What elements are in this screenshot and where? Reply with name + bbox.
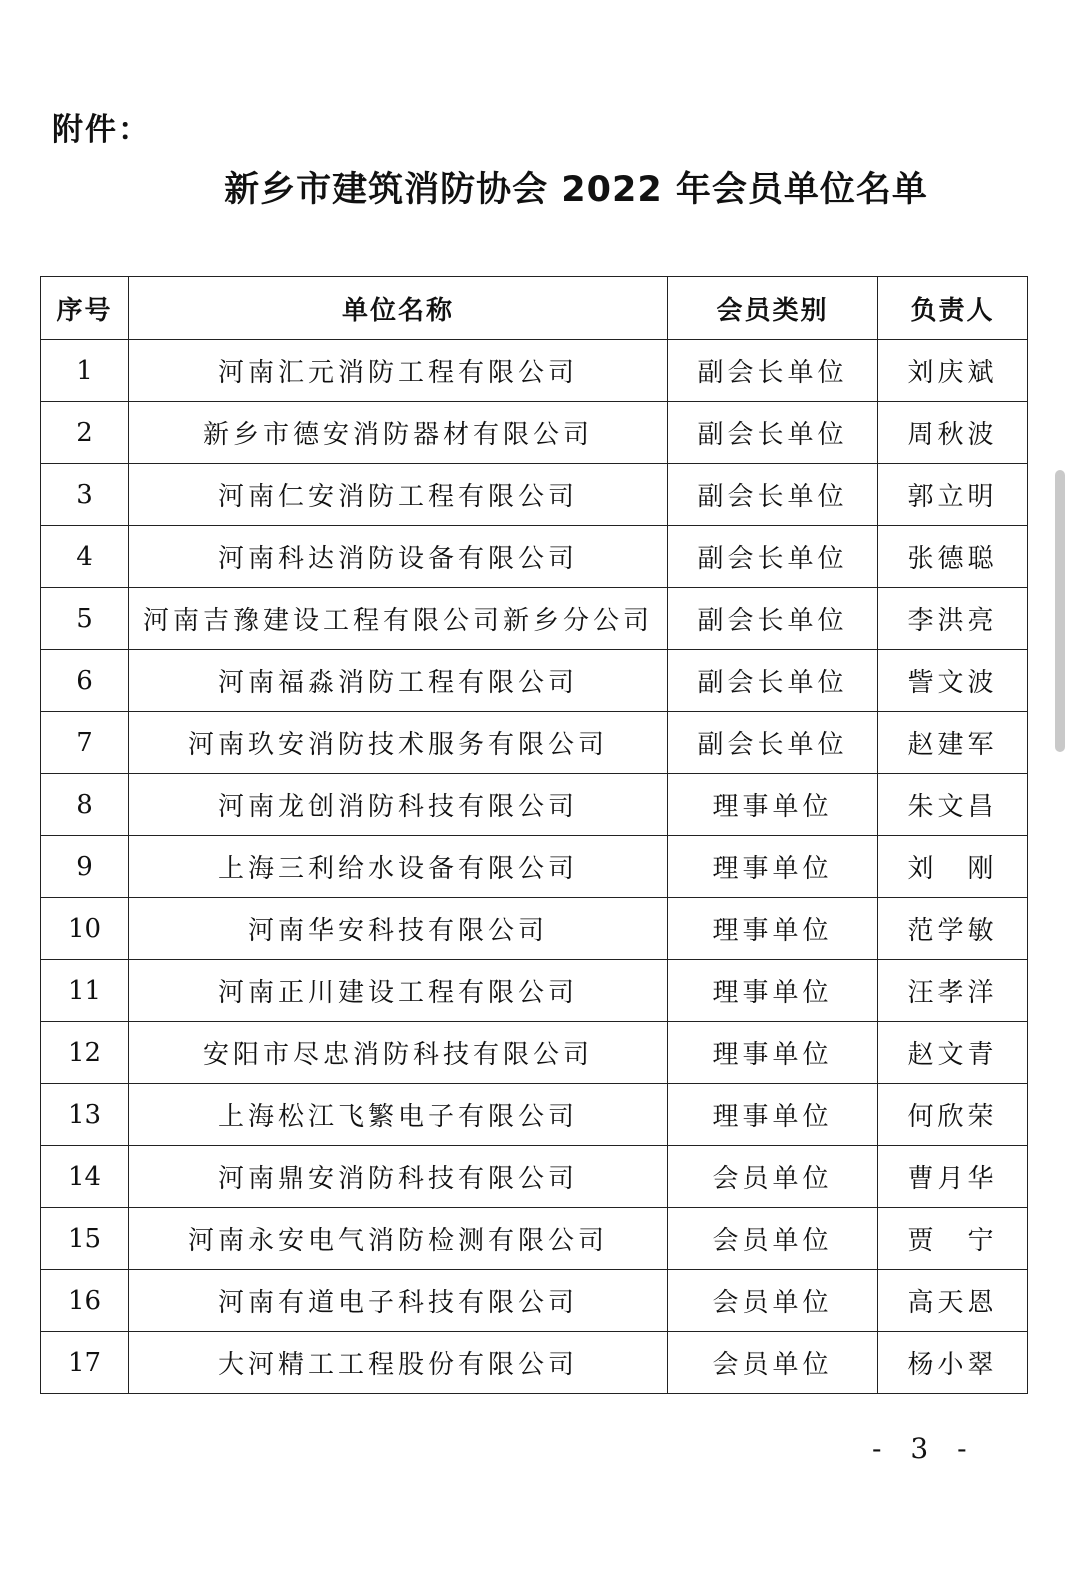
cell-unit-name: 安阳市尽忠消防科技有限公司	[129, 1022, 668, 1084]
cell-person-in-charge: 贾 宁	[878, 1208, 1028, 1270]
cell-person-in-charge: 何欣荣	[878, 1084, 1028, 1146]
page-number: - 3 -	[872, 1432, 977, 1465]
table-row	[41, 650, 1028, 712]
table-row	[41, 1270, 1028, 1332]
cell-member-category: 会员单位	[668, 1146, 878, 1208]
cell-unit-name: 河南正川建设工程有限公司	[129, 960, 668, 1022]
cell-seq: 12	[41, 1022, 129, 1084]
cell-seq: 10	[41, 898, 129, 960]
table-row	[41, 774, 1028, 836]
cell-person-in-charge: 訾文波	[878, 650, 1028, 712]
table-body	[41, 340, 1028, 1394]
cell-member-category: 副会长单位	[668, 340, 878, 402]
cell-person-in-charge: 范学敏	[878, 898, 1028, 960]
cell-seq: 5	[41, 588, 129, 650]
cell-person-in-charge: 朱文昌	[878, 774, 1028, 836]
cell-member-category: 理事单位	[668, 836, 878, 898]
cell-member-category: 理事单位	[668, 1022, 878, 1084]
cell-unit-name: 河南有道电子科技有限公司	[129, 1270, 668, 1332]
member-table	[40, 276, 1028, 1394]
cell-unit-name: 上海三利给水设备有限公司	[129, 836, 668, 898]
cell-person-in-charge: 汪孝洋	[878, 960, 1028, 1022]
cell-unit-name: 河南科达消防设备有限公司	[129, 526, 668, 588]
cell-unit-name: 河南龙创消防科技有限公司	[129, 774, 668, 836]
header-member-category: 会员类别	[668, 277, 878, 340]
header-person-in-charge: 负责人	[878, 277, 1028, 340]
cell-unit-name: 新乡市德安消防器材有限公司	[129, 402, 668, 464]
cell-person-in-charge: 高天恩	[878, 1270, 1028, 1332]
cell-seq: 6	[41, 650, 129, 712]
cell-seq: 14	[41, 1146, 129, 1208]
cell-person-in-charge: 郭立明	[878, 464, 1028, 526]
cell-member-category: 副会长单位	[668, 526, 878, 588]
cell-member-category: 副会长单位	[668, 402, 878, 464]
cell-unit-name: 大河精工工程股份有限公司	[129, 1332, 668, 1394]
cell-person-in-charge: 刘庆斌	[878, 340, 1028, 402]
cell-member-category: 副会长单位	[668, 712, 878, 774]
table-row	[41, 960, 1028, 1022]
cell-seq: 13	[41, 1084, 129, 1146]
cell-seq: 8	[41, 774, 129, 836]
cell-seq: 9	[41, 836, 129, 898]
cell-person-in-charge: 周秋波	[878, 402, 1028, 464]
cell-seq: 3	[41, 464, 129, 526]
cell-seq: 15	[41, 1208, 129, 1270]
table-row	[41, 836, 1028, 898]
cell-member-category: 副会长单位	[668, 588, 878, 650]
cell-person-in-charge: 杨小翠	[878, 1332, 1028, 1394]
table-row	[41, 588, 1028, 650]
table-row	[41, 464, 1028, 526]
cell-person-in-charge: 张德聪	[878, 526, 1028, 588]
cell-person-in-charge: 曹月华	[878, 1146, 1028, 1208]
table-row	[41, 340, 1028, 402]
cell-member-category: 理事单位	[668, 1084, 878, 1146]
header-unit-name: 单位名称	[129, 277, 668, 340]
cell-person-in-charge: 李洪亮	[878, 588, 1028, 650]
cell-member-category: 理事单位	[668, 898, 878, 960]
cell-unit-name: 河南汇元消防工程有限公司	[129, 340, 668, 402]
cell-member-category: 会员单位	[668, 1270, 878, 1332]
cell-person-in-charge: 刘 刚	[878, 836, 1028, 898]
cell-unit-name: 上海松江飞繁电子有限公司	[129, 1084, 668, 1146]
table-row	[41, 1022, 1028, 1084]
cell-unit-name: 河南永安电气消防检测有限公司	[129, 1208, 668, 1270]
cell-member-category: 副会长单位	[668, 650, 878, 712]
table-row	[41, 526, 1028, 588]
cell-person-in-charge: 赵建军	[878, 712, 1028, 774]
table-row	[41, 712, 1028, 774]
cell-member-category: 副会长单位	[668, 464, 878, 526]
cell-member-category: 会员单位	[668, 1332, 878, 1394]
cell-member-category: 会员单位	[668, 1208, 878, 1270]
cell-unit-name: 河南仁安消防工程有限公司	[129, 464, 668, 526]
cell-unit-name: 河南华安科技有限公司	[129, 898, 668, 960]
cell-seq: 17	[41, 1332, 129, 1394]
cell-unit-name: 河南吉豫建设工程有限公司新乡分公司	[129, 588, 668, 650]
table-row	[41, 1332, 1028, 1394]
cell-member-category: 理事单位	[668, 960, 878, 1022]
cell-unit-name: 河南玖安消防技术服务有限公司	[129, 712, 668, 774]
table-header-row	[41, 277, 1028, 340]
table-row	[41, 1146, 1028, 1208]
table-row	[41, 1084, 1028, 1146]
table-row	[41, 1208, 1028, 1270]
cell-seq: 7	[41, 712, 129, 774]
cell-person-in-charge: 赵文青	[878, 1022, 1028, 1084]
cell-seq: 4	[41, 526, 129, 588]
table-row	[41, 898, 1028, 960]
cell-seq: 1	[41, 340, 129, 402]
cell-seq: 16	[41, 1270, 129, 1332]
table-row	[41, 402, 1028, 464]
cell-seq: 11	[41, 960, 129, 1022]
document-title: 新乡市建筑消防协会 2022 年会员单位名单	[224, 170, 928, 210]
scrollbar-thumb[interactable]	[1055, 470, 1065, 752]
cell-unit-name: 河南福淼消防工程有限公司	[129, 650, 668, 712]
cell-member-category: 理事单位	[668, 774, 878, 836]
header-seq: 序号	[41, 277, 129, 340]
attachment-label: 附件：	[52, 112, 151, 148]
cell-seq: 2	[41, 402, 129, 464]
cell-unit-name: 河南鼎安消防科技有限公司	[129, 1146, 668, 1208]
